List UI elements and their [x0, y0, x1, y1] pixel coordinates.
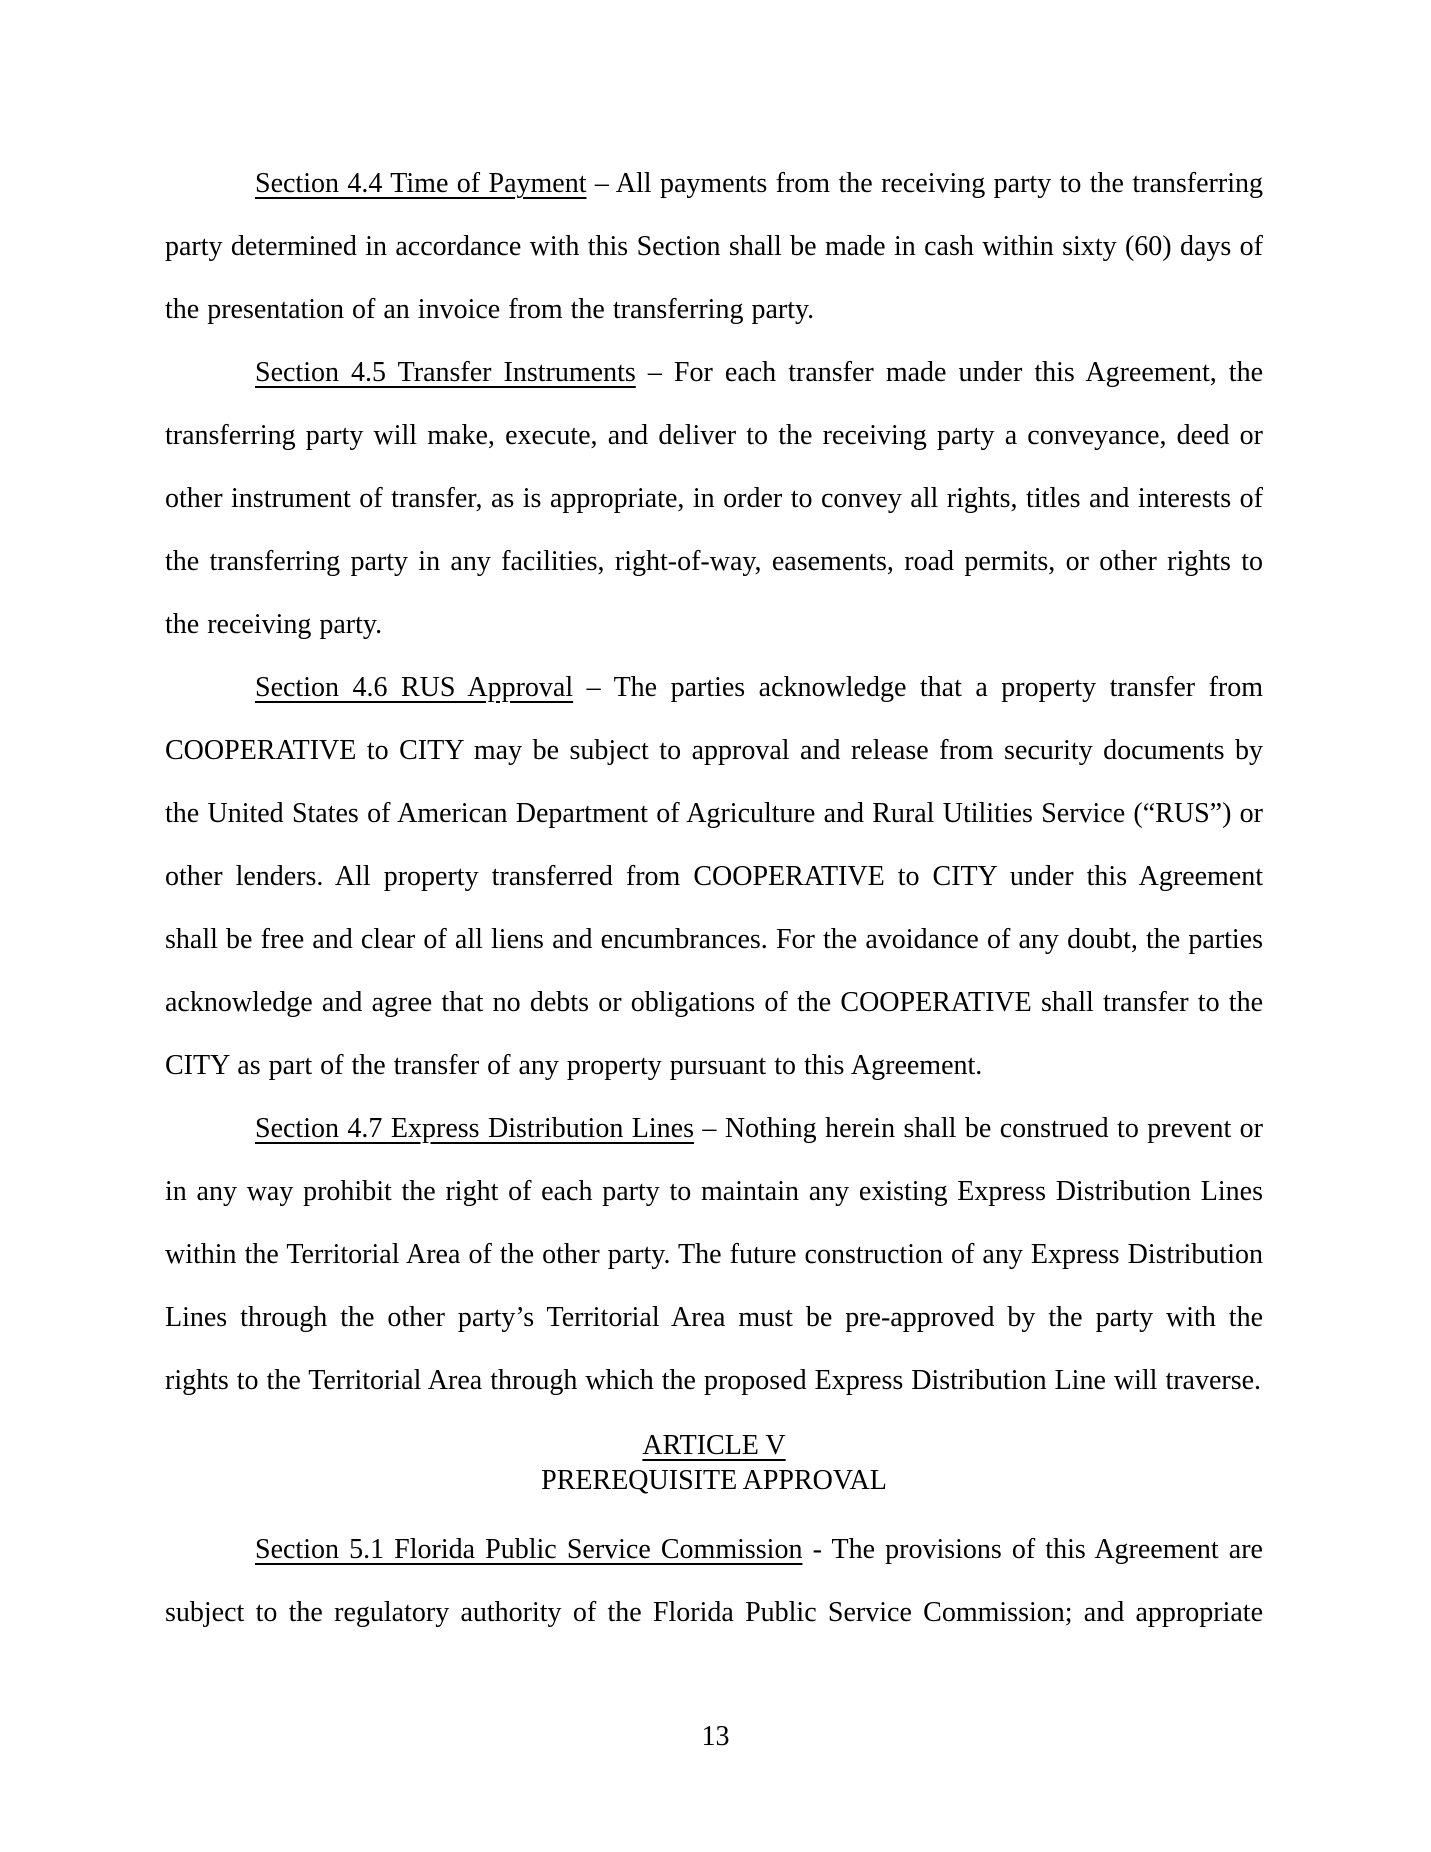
section-4-6-body: The parties acknowledge that a property transfer from COOPERATIVE to CITY may be subject to approval and release from security documents by the United States of American Department of Agriculture and Rural Utilities Service (“RUS”) or other lenders. All property transferred from COOPERATIVE to CITY under this Agreement shall be free and clear of all liens and encumbrances. For the avoidance of any doubt, the parties acknowledge and agree that no debts or obligations of the COOPERATIVE shall transfer to the CITY as part of the transfer of any property pursuant to this Agreement. [165, 672, 1263, 1081]
section-5-1-separator: - [802, 1534, 832, 1565]
section-4-4-heading: Section 4.4 Time of Payment [255, 168, 587, 199]
section-4-6-paragraph [165, 656, 1263, 1097]
section-5-1-body: The provisions of this Agreement are subject to the regulatory authority of the Florida Public Service Commission; and appropriate [165, 1534, 1263, 1628]
section-5-1-heading: Section 5.1 Florida Public Service Commission [255, 1534, 803, 1565]
section-4-5-separator: – [635, 357, 674, 388]
article-v-subtitle: PREREQUISITE APPROVAL [541, 1465, 887, 1496]
section-4-7-body: Nothing herein shall be construed to prevent or in any way prohibit the right of each party to maintain any existing Express Distribution Lines within the Territorial Area of the other party. The future construction of any Express Distribution Lines through the other party’s Territorial Area must be pre-approved by the party with the rights to the Territorial Area through which the proposed Express Distribution Line will traverse. [165, 1113, 1264, 1396]
section-4-4-paragraph [165, 152, 1263, 341]
section-5-1-paragraph [165, 1518, 1263, 1644]
section-4-4-body: All payments from the receiving party to the transferring party determined in accordance with this Section shall be made in cash within sixty (60) days of the presentation of an invoice from the transferring party. [165, 168, 1263, 325]
section-4-5-heading: Section 4.5 Transfer Instruments [255, 357, 636, 388]
section-4-6-separator: – [573, 672, 614, 703]
section-4-7-paragraph [165, 1097, 1263, 1412]
page-number: 13 [701, 1721, 730, 1752]
section-4-4-separator: – [586, 168, 616, 199]
section-4-7-heading: Section 4.7 Express Distribution Lines [255, 1113, 694, 1144]
section-4-5-paragraph [165, 341, 1263, 656]
section-4-7-separator: – [693, 1113, 725, 1144]
section-4-6-heading: Section 4.6 RUS Approval [255, 672, 574, 703]
article-v-title: ARTICLE V [642, 1430, 786, 1461]
page-content [165, 152, 1263, 1644]
section-4-5-body: For each transfer made under this Agreement, the transferring party will make, execute, and deliver to the receiving party a conveyance, deed or other instrument of transfer, as is appropriate, in order to convey all rights, titles and interests of the transferring party in any facilities, right-of-way, easements, road permits, or other rights to the receiving party. [165, 357, 1264, 640]
article-v-heading-block [165, 1428, 1263, 1498]
